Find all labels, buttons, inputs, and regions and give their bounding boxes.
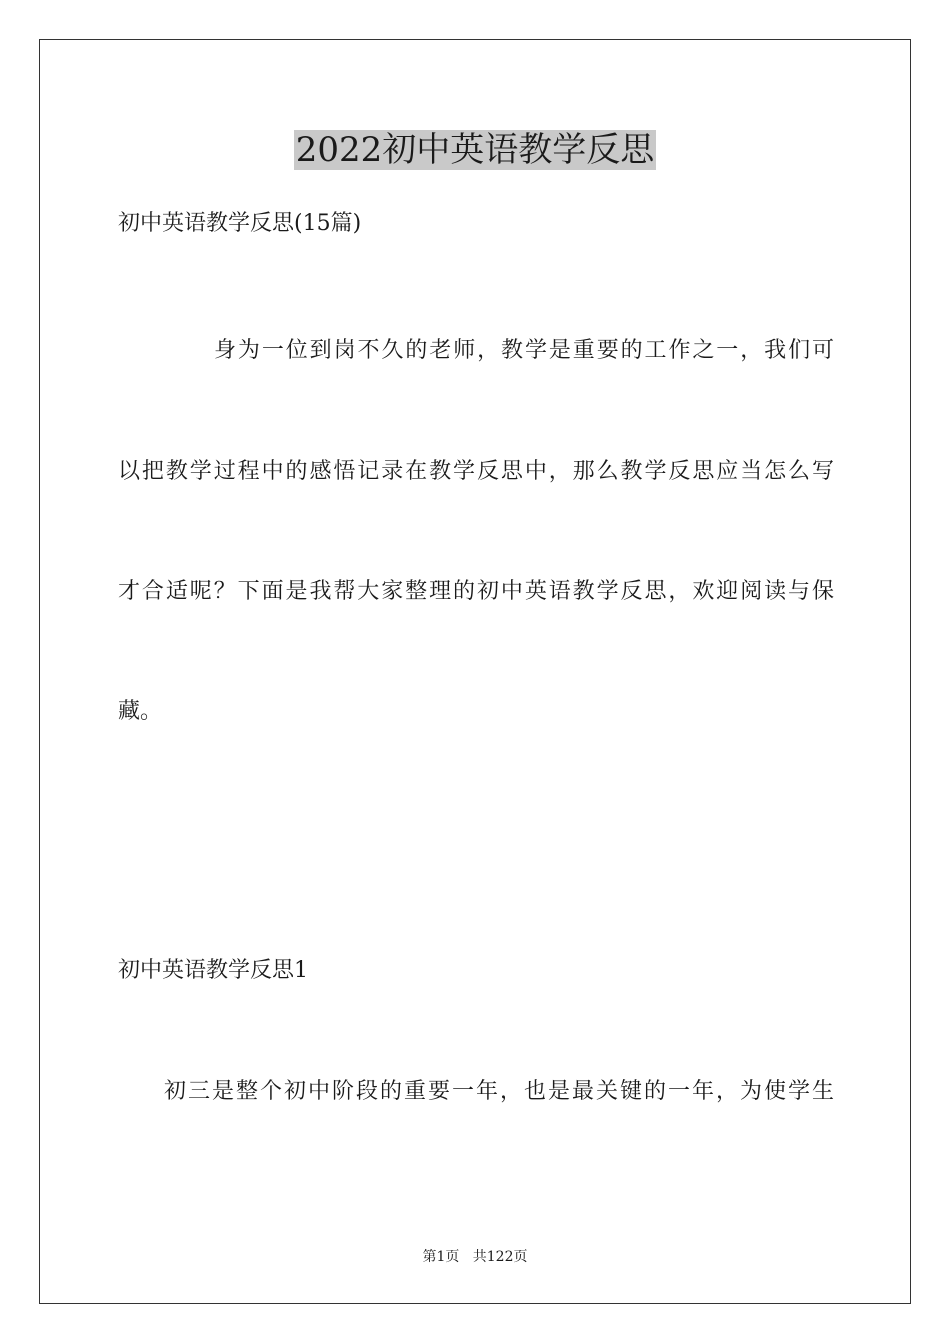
intro-line-2: 以把教学过程中的感悟记录在教学反思中，那么教学反思应当怎么写 — [118, 459, 834, 484]
footer-page-current: 第1页 — [422, 1249, 460, 1265]
document-title — [0, 128, 950, 172]
footer-page-total: 共122页 — [472, 1249, 528, 1265]
document-title-text: 2022初中英语教学反思 — [295, 130, 655, 170]
section-heading: 初中英语教学反思1 — [118, 958, 308, 983]
intro-line-4: 藏。 — [118, 699, 163, 724]
section-line-1: 初三是整个初中阶段的重要一年，也是最关键的一年，为使学生 — [164, 1079, 834, 1104]
document-subtitle: 初中英语教学反思(15篇) — [118, 211, 362, 236]
page-footer — [0, 1247, 950, 1267]
intro-line-1: 身为一位到岗不久的老师，教学是重要的工作之一，我们可 — [214, 338, 834, 363]
intro-line-3: 才合适呢？下面是我帮大家整理的初中英语教学反思，欢迎阅读与保 — [118, 579, 834, 604]
